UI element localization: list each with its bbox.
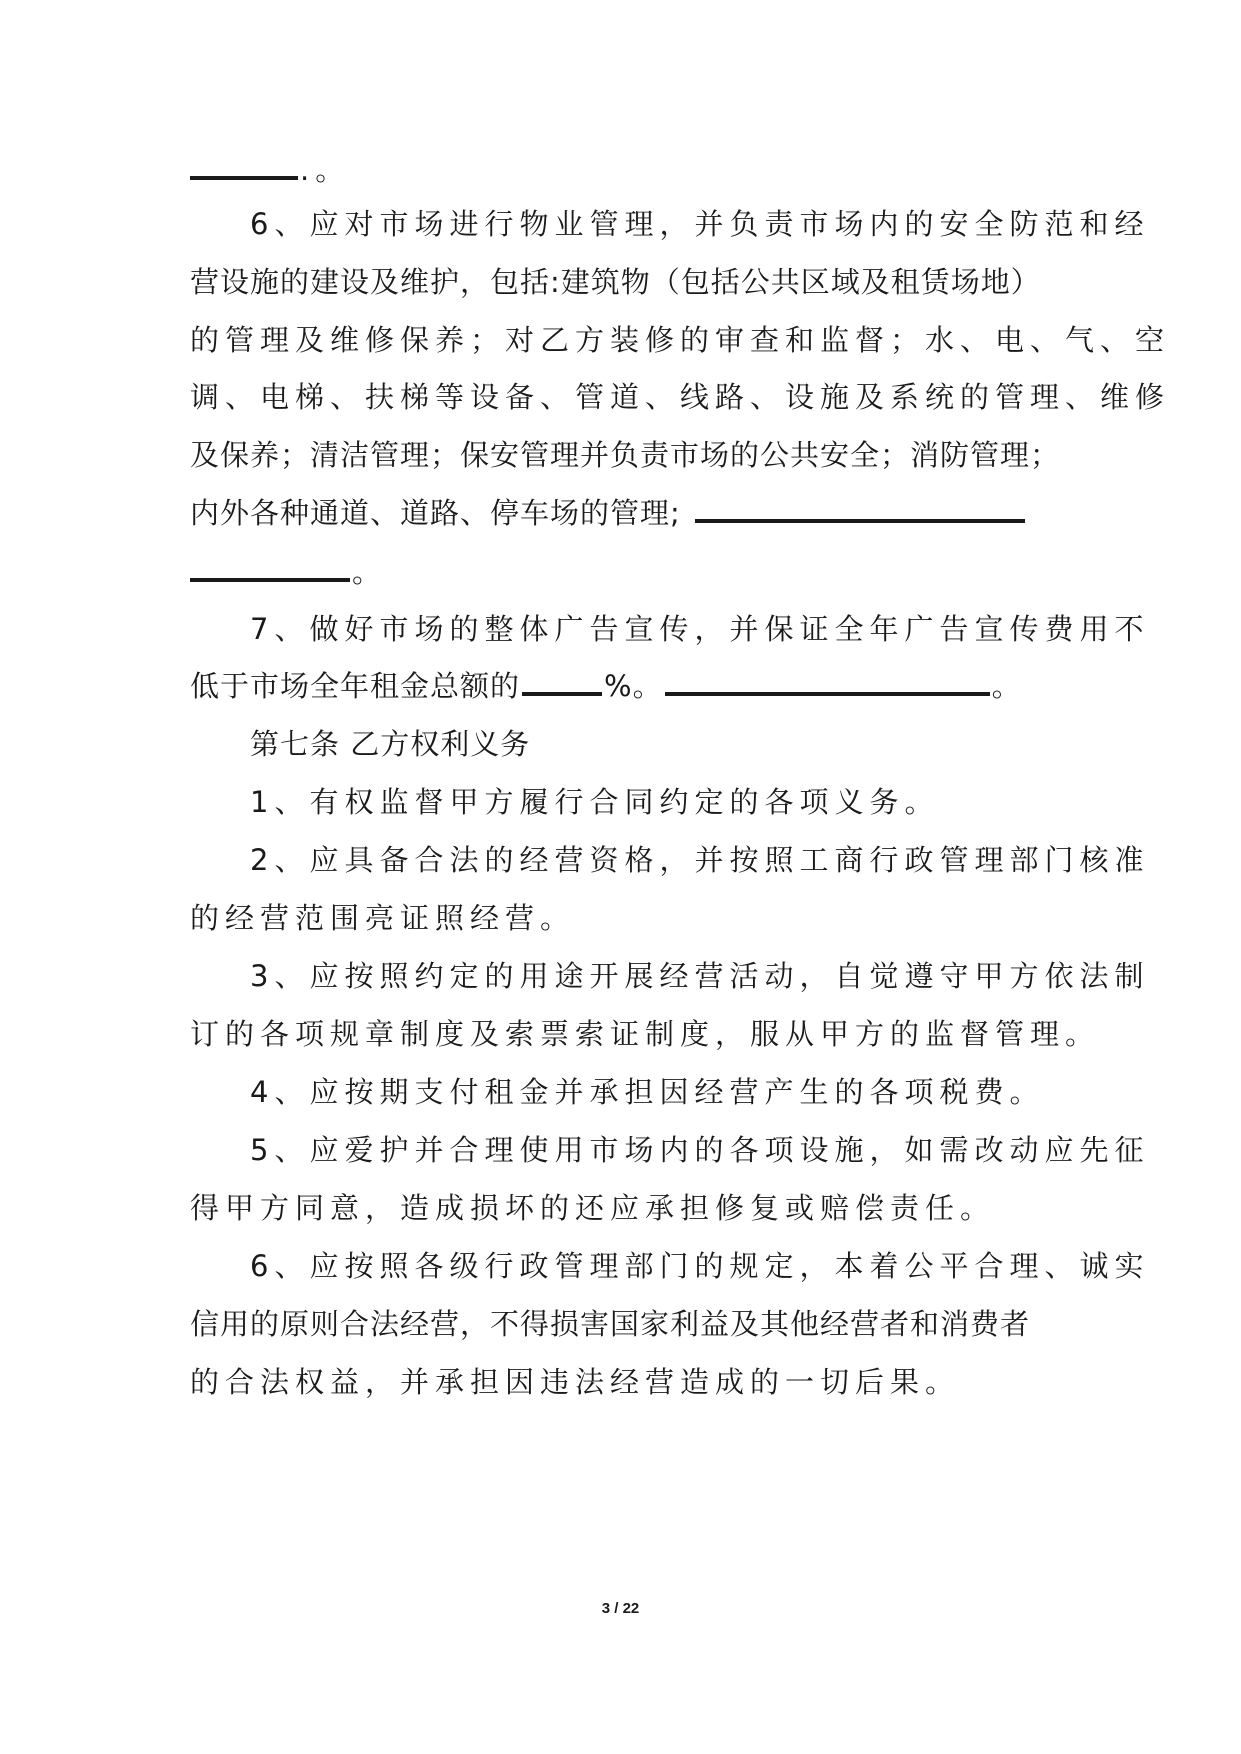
text-line (250, 956, 1150, 996)
text-line (190, 1188, 1070, 1228)
section-heading (250, 724, 1070, 764)
text-line (250, 782, 1070, 822)
text-line (190, 1014, 1101, 1054)
text-fragment: 及保养；清洁管理；保安管理并负责市场的公共安全；消防管理； (190, 438, 1061, 472)
fill-blank (190, 154, 298, 180)
text-line (250, 840, 1150, 880)
text-fragment: 3、应按照约定的用途开展经营活动，自觉遵守甲方依法制 (250, 959, 1150, 993)
text-fragment: 1、有权监督甲方履行合同约定的各项义务。 (250, 785, 940, 819)
text-fragment: 的经营范围亮证照经营。 (190, 901, 576, 935)
fill-blank (522, 670, 602, 696)
fill-blank (665, 670, 990, 696)
text-fragment: 得甲方同意，造成损坏的还应承担修复或赔偿责任。 (190, 1191, 996, 1225)
text-line (250, 609, 1150, 649)
fill-blank (695, 497, 1025, 523)
text-line (190, 1304, 1070, 1344)
text-fragment: 的合法权益，并承担因违法经营造成的一切后果。 (190, 1365, 961, 1399)
text-line (190, 320, 1171, 360)
fill-blank (190, 556, 350, 582)
text-fragment: 。 (352, 555, 388, 589)
text-line (190, 666, 1090, 706)
text-line (190, 377, 1171, 417)
text-line (190, 150, 1070, 190)
text-line (250, 204, 1150, 244)
text-line (250, 1072, 1070, 1112)
text-fragment: %。 (604, 669, 663, 703)
text-fragment: 第七条 乙方权利义务 (250, 727, 531, 761)
text-fragment: 低于市场全年租金总额的 (190, 669, 521, 703)
text-line (190, 898, 1070, 938)
page-number: 3 / 22 (601, 1600, 640, 1617)
text-fragment: 营设施的建设及维护，包括:建筑物（包括公共区域及租赁场地） (190, 265, 1041, 299)
text-fragment: 。 (991, 669, 1022, 703)
text-fragment: 6、应按照各级行政管理部门的规定，本着公平合理、诚实 (250, 1249, 1150, 1283)
text-line (190, 1362, 1070, 1402)
text-fragment: 5、应爱护并合理使用市场内的各项设施，如需改动应先征 (250, 1133, 1150, 1167)
text-fragment: 调、电梯、扶梯等设备、管道、线路、设施及系统的管理、维修 (190, 380, 1171, 414)
text-fragment: 2、应具备合法的经营资格，并按照工商行政管理部门核准 (250, 843, 1150, 877)
text-fragment: 的管理及维修保养；对乙方装修的审查和监督；水、电、气、空 (190, 323, 1171, 357)
text-fragment: 4、应按期支付租金并承担因经营产生的各项税费。 (250, 1075, 1045, 1109)
text-line (190, 493, 1070, 533)
text-fragment: 6、应对市场进行物业管理，并负责市场内的安全防范和经 (250, 207, 1150, 241)
text-fragment: .。 (300, 153, 351, 187)
text-line (190, 435, 1070, 475)
text-line (190, 552, 1070, 592)
text-fragment: 7、做好市场的整体广告宣传，并保证全年广告宣传费用不 (250, 612, 1150, 646)
text-fragment: 订的各项规章制度及索票索证制度，服从甲方的监督管理。 (190, 1017, 1101, 1051)
text-fragment: 信用的原则合法经营，不得损害国家利益及其他经营者和消费者 (190, 1307, 1031, 1341)
text-fragment: 内外各种通道、道路、停车场的管理; (190, 496, 681, 530)
text-line (250, 1246, 1150, 1286)
text-line (190, 262, 1070, 302)
text-line (250, 1130, 1150, 1170)
